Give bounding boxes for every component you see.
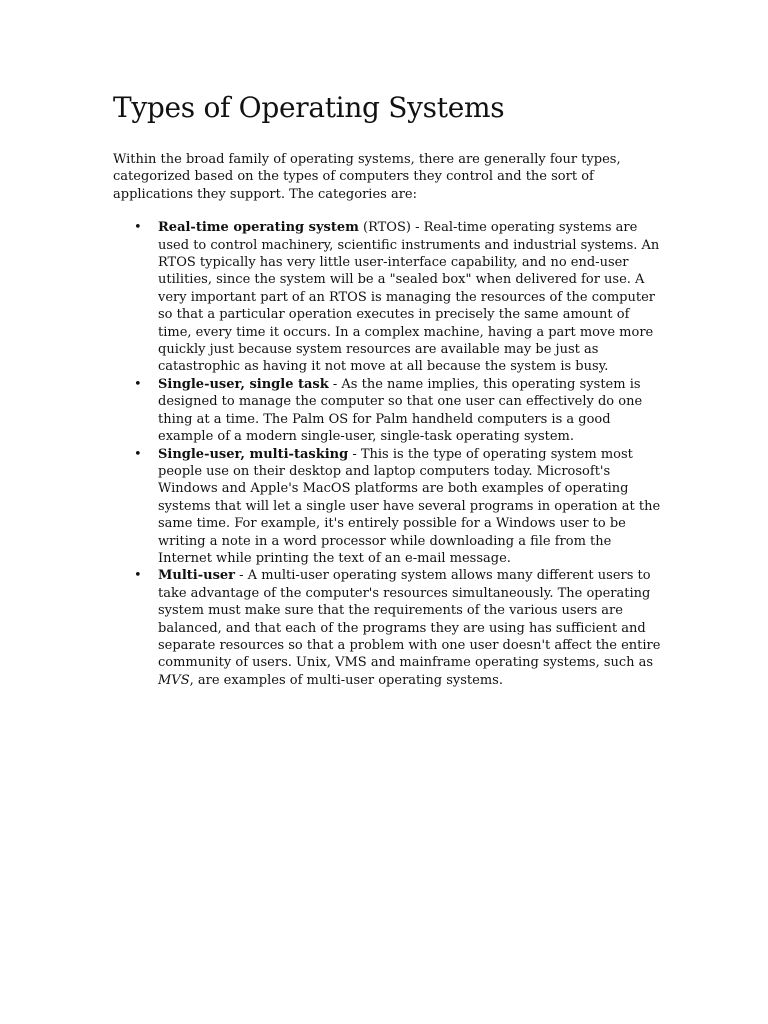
list-item-multi-user — [158, 567, 663, 689]
term-single-user-single-task: Single-user, single task — [158, 376, 329, 392]
description-multi-user-end: , are examples of multi-user operating systems. — [189, 672, 503, 688]
description-single-user-single-task: - As the name implies, this operating system is designed to manage the computer so that one user can effectively do one thing at a time. The Palm OS for Palm handheld computers is a good example of a modern single-user, single-task operating system. — [158, 376, 643, 445]
term-multi-user: Multi-user — [158, 568, 236, 584]
os-types-list — [113, 219, 663, 689]
term-real-time: Real-time operating system — [158, 220, 359, 236]
intro-paragraph: Within the broad family of operating systems, there are generally four types, categorized based on the types of computers they control and the sort of applications they support. The categories are: — [113, 152, 621, 202]
description-single-user-multi-tasking: - This is the type of operating system most people use on their desktop and laptop computers today. Microsoft's Windows and Apple's MacOS platforms are both examples of operating systems that will let a single user have several programs in operation at the same time. For example, it's entirely possible for a Windows user to be writing a note in a word processor while downloading a file from the Internet while printing the text of an e-mail message. — [158, 446, 661, 566]
list-item-single-user-single-task — [158, 376, 663, 446]
description-multi-user: - A multi-user operating system allows many different users to take advantage of the computer's resources simultaneously. The operating system must make sure that the requirements of the various users are balanced, and that each of the programs they are using has sufficient and separate resources so that a problem with one user doesn't affect the entire community of users. Unix, VMS and mainframe operating systems, such as — [158, 568, 661, 671]
list-item-single-user-multi-tasking — [158, 446, 663, 568]
emphasis-mvs: MVS — [158, 672, 190, 688]
page-title: Types of Operating Systems — [113, 91, 505, 124]
list-item-real-time — [158, 219, 663, 376]
term-single-user-multi-tasking: Single-user, multi-tasking — [158, 446, 349, 462]
description-real-time: (RTOS) - Real-time operating systems are used to control machinery, scientific instruments and industrial systems. An RTOS typically has very little user-interface capability, and no end-user utilities, since the system will be a "sealed box" when delivered for use. A very important part of an RTOS is managing the resources of the computer so that a particular operation executes in precisely the same amount of time, every time it occurs. In a complex machine, having a part move more quickly just because system resources are available may be just as catastrophic as having it not move at all because the system is busy. — [158, 220, 660, 375]
document-page — [113, 88, 663, 689]
